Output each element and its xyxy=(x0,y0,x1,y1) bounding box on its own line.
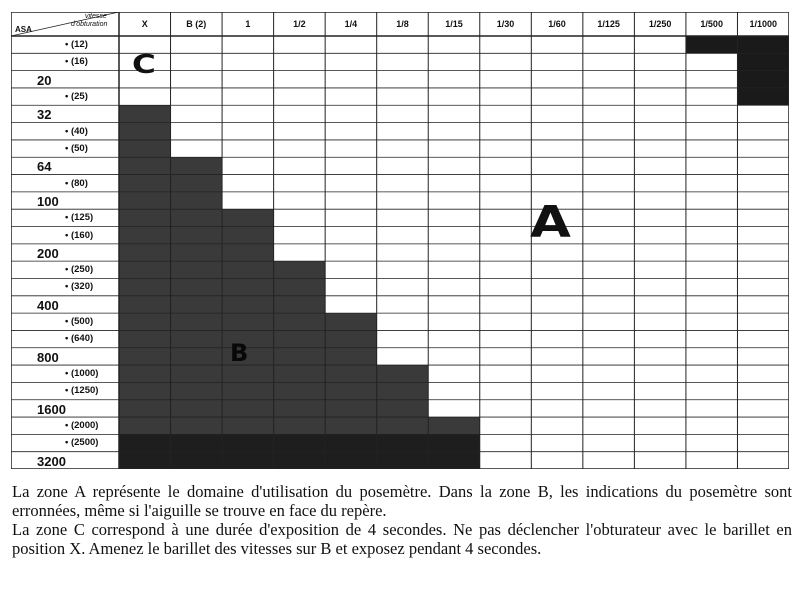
column-header: 1/30 xyxy=(496,19,515,29)
zone-c-black-cell xyxy=(686,36,738,53)
column-header: 1/15 xyxy=(445,19,463,29)
asa-intermediate-label: • (16) xyxy=(65,56,88,68)
caption-paragraph-zone-c: La zone C correspond à une durée d'exposition de 4 secondes. Ne pas déclencher l'obturateur avec le barillet en position X. Amenez le barillet des vitesses sur B et exposez pendant 4 secondes. xyxy=(12,520,792,558)
zone-b-cell xyxy=(119,105,171,469)
column-header: X xyxy=(141,19,148,29)
column-header: 1/250 xyxy=(648,19,672,29)
column-header: 1/500 xyxy=(700,19,723,29)
asa-intermediate-label: • (500) xyxy=(65,316,94,328)
zone-b-letter: B xyxy=(230,338,249,367)
zone-c-letter: C xyxy=(132,49,156,80)
zone-a-letter: A xyxy=(530,196,571,248)
asa-intermediate-label: • (40) xyxy=(65,125,88,137)
asa-value-label: 400 xyxy=(37,297,59,313)
column-header: 1/4 xyxy=(344,19,358,29)
asa-value-label: 1600 xyxy=(37,401,66,417)
column-header: 1/8 xyxy=(396,19,409,29)
asa-intermediate-label: • (80) xyxy=(65,177,88,189)
zone-c-black-cell xyxy=(737,36,789,53)
asa-intermediate-label: • (160) xyxy=(65,229,94,241)
corner-asa-label: ASA xyxy=(15,25,32,34)
asa-value-label: 3200 xyxy=(37,453,66,469)
asa-intermediate-label: • (125) xyxy=(65,212,94,224)
column-header: B (2) xyxy=(186,19,207,29)
asa-intermediate-label: • (320) xyxy=(65,281,94,293)
asa-intermediate-label: • (250) xyxy=(65,264,94,276)
zone-c-black-cell xyxy=(737,53,789,70)
caption xyxy=(12,482,792,558)
asa-intermediate-label: • (25) xyxy=(65,90,88,102)
zone-c-black-cell xyxy=(737,88,789,105)
asa-value-label: 100 xyxy=(37,193,59,209)
column-header: 1/60 xyxy=(548,19,566,29)
exposure-grid xyxy=(11,12,789,469)
exposure-table xyxy=(11,12,789,469)
column-header: 1/1000 xyxy=(749,19,777,29)
corner-speed-label-1: vitesse xyxy=(85,13,107,20)
asa-value-label: 20 xyxy=(37,72,52,88)
corner-speed-label-2: d'obturation xyxy=(71,21,108,28)
asa-value-label: 32 xyxy=(37,107,52,123)
zone-c-black-cell xyxy=(737,71,789,88)
asa-intermediate-label: • (12) xyxy=(65,39,88,50)
asa-value-label: 200 xyxy=(37,245,59,261)
asa-intermediate-label: • (640) xyxy=(65,333,94,345)
caption-paragraph-zone-a-b: La zone A représente le domaine d'utilisation du posemètre. Dans la zone B, les indications du posemètre sont erronnées, même si l'aiguille se trouve en face du repère. xyxy=(12,482,792,520)
asa-value-label: 800 xyxy=(37,349,59,365)
asa-intermediate-label: • (1250) xyxy=(65,385,99,397)
asa-intermediate-label: • (1000) xyxy=(65,368,99,380)
asa-intermediate-label: • (2000) xyxy=(65,420,99,432)
column-header: 1/125 xyxy=(597,19,620,29)
column-header: 1 xyxy=(245,19,251,29)
asa-value-label: 64 xyxy=(37,159,52,175)
column-header: 1/2 xyxy=(293,19,306,29)
asa-intermediate-label: • (2500) xyxy=(65,437,99,449)
asa-intermediate-label: • (50) xyxy=(65,142,88,154)
